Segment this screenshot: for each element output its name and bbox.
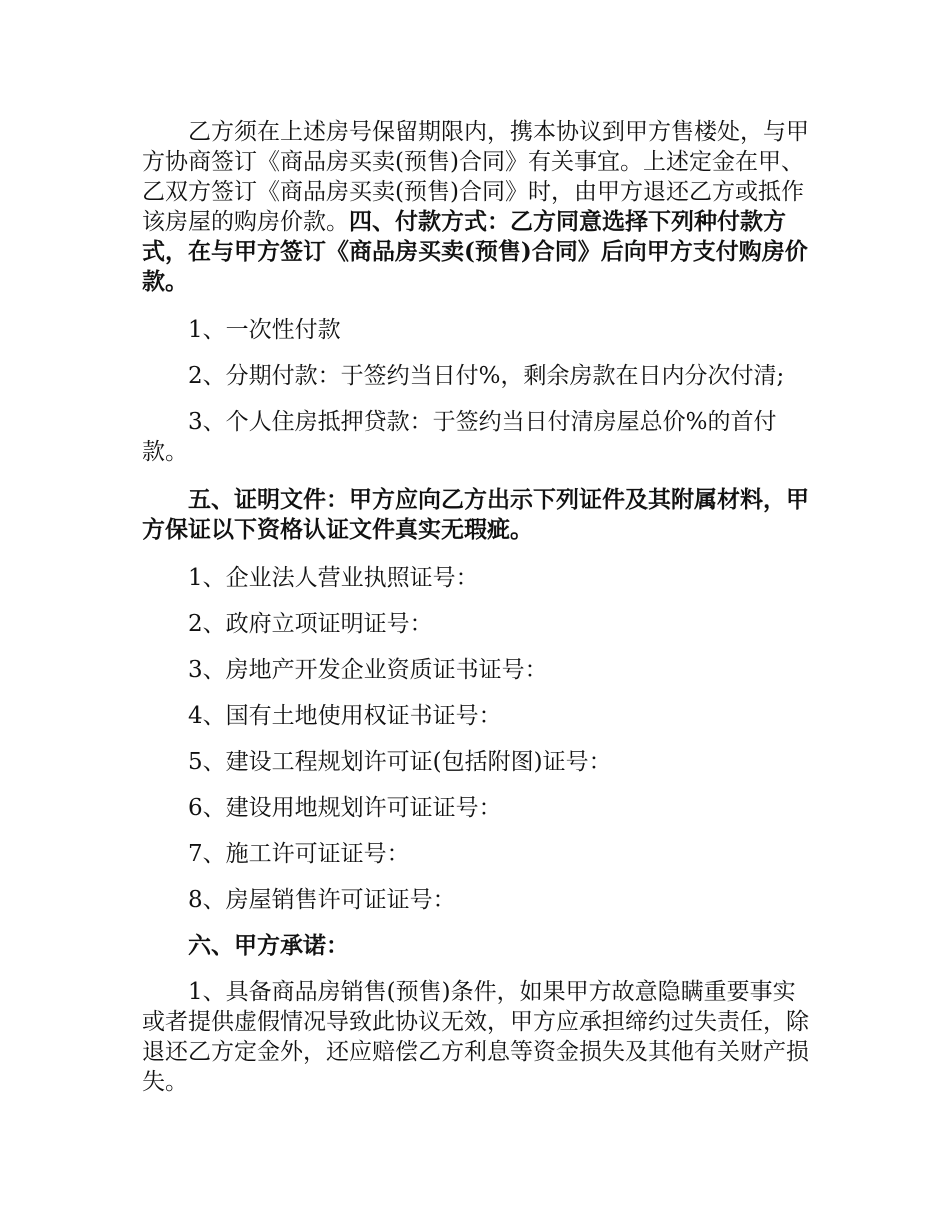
certificate-item: 1、企业法人营业执照证号： (188, 565, 479, 591)
payment-item: 1、一次性付款 (188, 317, 341, 343)
certificate-item: 6、建设用地规划许可证证号： (188, 795, 502, 821)
section-4-payment-heading: 四、付款方式：乙方同意选择下列种付款方式，在与甲方签订《商品房买卖(预售)合同》后向甲方支付购房价款。 (142, 208, 808, 295)
certificate-item: 2、政府立项证明证号： (188, 611, 433, 637)
payment-item: 2、分期付款：于签约当日付%，剩余房款在日内分次付清; (188, 363, 785, 389)
section-6-heading: 六、甲方承诺： (188, 932, 349, 959)
deposit-terms-text: 乙方须在上述房号保留期限内，携本协议到甲方售楼处，与甲方协商签订《商品房买卖(预售)合同》有关事宜。上述定金在甲、乙双方签订《商品房买卖(预售)合同》时，由甲方退还乙方或抵作该房屋的购房价款。 (142, 119, 809, 235)
paragraph-deposit-terms (142, 117, 812, 297)
certificate-item: 8、房屋销售许可证证号： (188, 887, 456, 913)
certificate-item: 5、建设工程规划许可证(包括附图)证号： (188, 749, 612, 775)
section-5-heading: 五、证明文件：甲方应向乙方出示下列证件及其附属材料，甲方保证以下资格认证文件真实无瑕疵。 (142, 486, 809, 543)
commitment-item: 1、具备商品房销售(预售)条件，如果甲方故意隐瞒重要事实或者提供虚假情况导致此协议无效，甲方应承担缔约过失责任，除退还乙方定金外，还应赔偿乙方利息等资金损失及其他有关财产损失。 (142, 979, 809, 1095)
certificate-item: 3、房地产开发企业资质证书证号： (188, 657, 548, 683)
certificate-item: 7、施工许可证证号： (188, 841, 410, 867)
certificate-item: 4、国有土地使用权证书证号： (188, 703, 502, 729)
payment-item: 3、个人住房抵押贷款：于签约当日付清房屋总价%的首付款。 (142, 409, 777, 465)
